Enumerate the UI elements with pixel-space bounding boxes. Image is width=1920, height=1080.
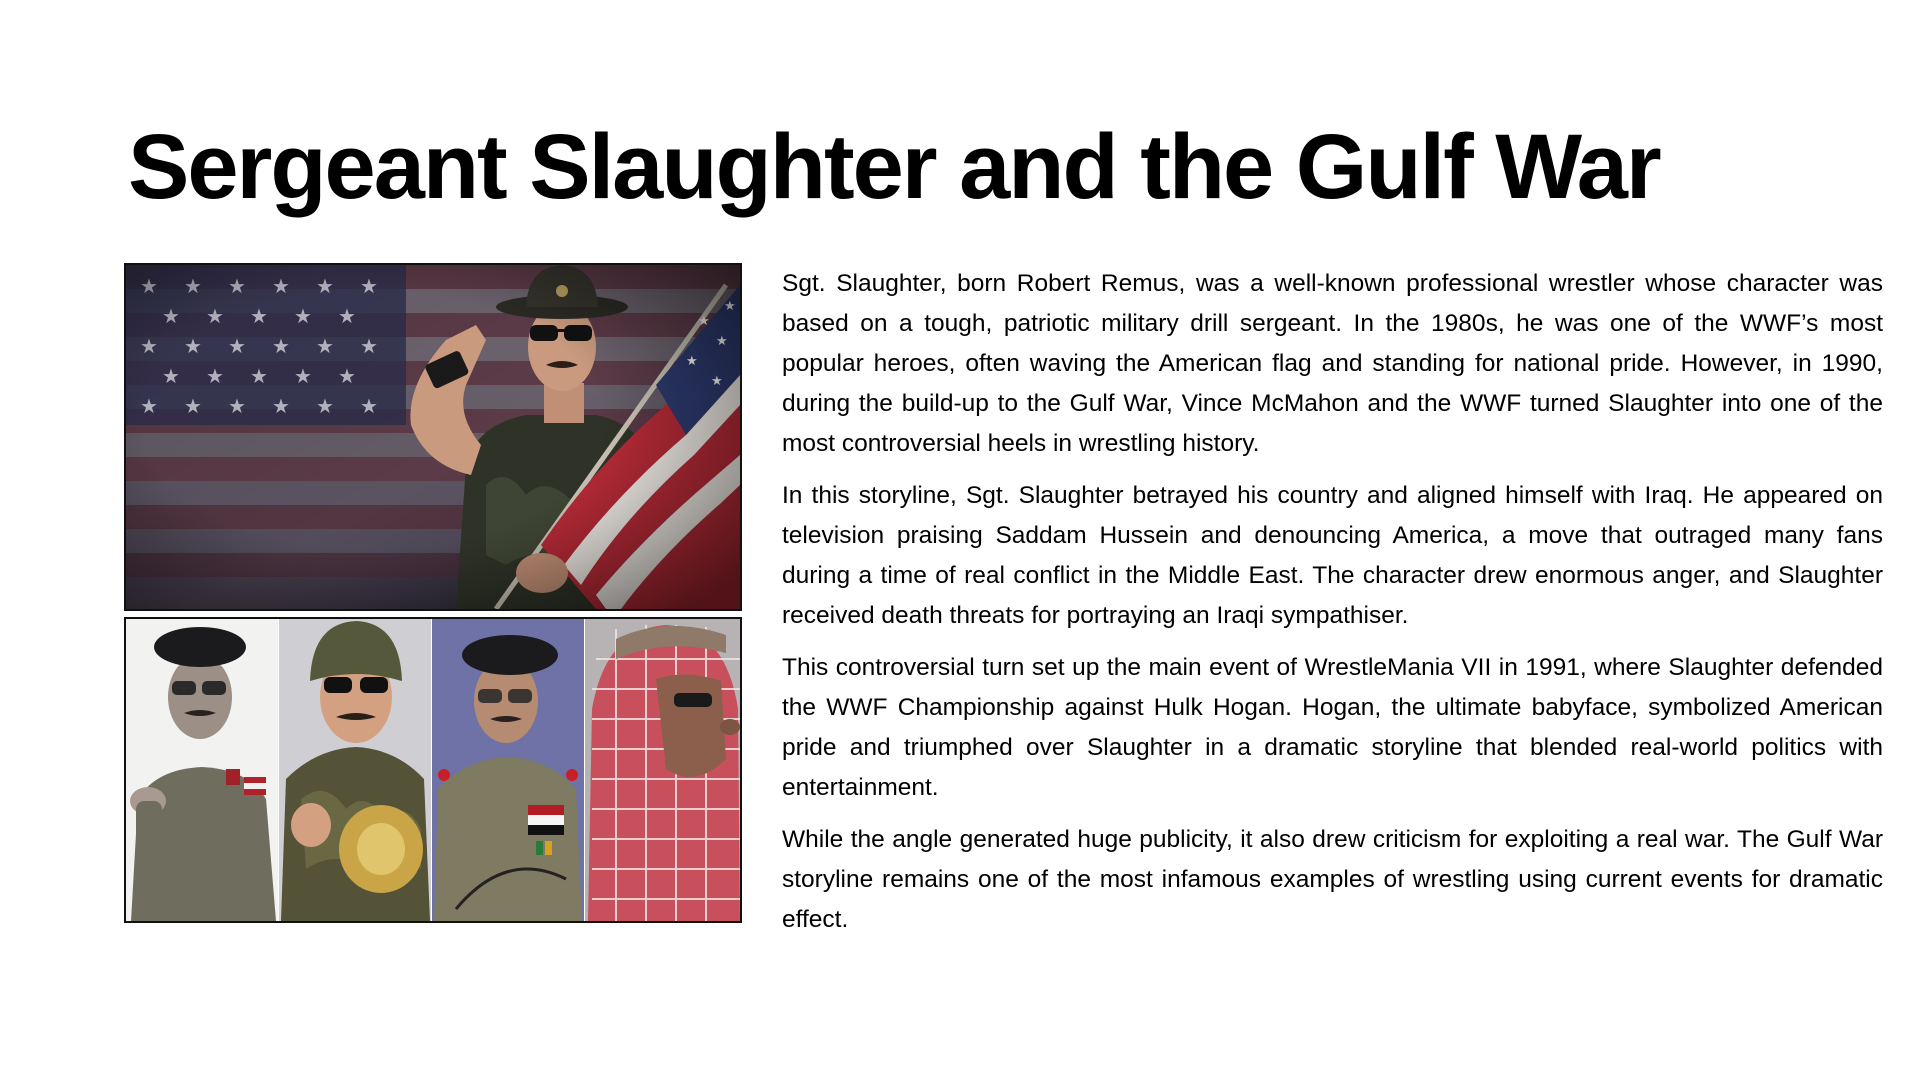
paragraph-storyline: In this storyline, Sgt. Slaughter betrayed his country and aligned himself with Iraq. He appeared on television praising Saddam Hussein and denouncing America, a move that outraged many fans during a time of real conflict in the Middle East. The character drew enormous anger, and Slaughter received death threats for portraying an Iraqi sympathiser. [782, 482, 1883, 629]
paragraph-wrestlemania: This controversial turn set up the main event of WrestleMania VII in 1991, where Slaughter defended the WWF Championship against Hulk Hogan. Hogan, the ultimate babyface, symbolized American pride and triumphed over Slaughter in a dramatic storyline that blended real-world politics with entertainment. [782, 654, 1883, 801]
panel-helmet-belt [279, 619, 431, 921]
photo-montage [124, 617, 742, 923]
paragraph-legacy: While the angle generated huge publicity, it also drew criticism for exploiting a real war. The Gulf War storyline remains one of the most infamous examples of wrestling using current events for dramatic effect. [782, 826, 1883, 933]
panel-beret-pointing [126, 619, 278, 921]
body-text [782, 264, 1883, 952]
panel-beret-flag-patch [432, 619, 584, 921]
paragraph-intro: Sgt. Slaughter, born Robert Remus, was a well-known professional wrestler whose character was based on a tough, patriotic military drill sergeant. In the 1980s, he was one of the WWF’s most popular heroes, often waving the American flag and standing for national pride. However, in 1990, during the build-up to the Gulf War, Vince McMahon and the WWF turned Slaughter into one of the most controversial heels in wrestling history. [782, 270, 1883, 457]
slide-title: Sergeant Slaughter and the Gulf War [128, 116, 1660, 218]
panel-keffiyeh [585, 619, 740, 921]
photo-salute-flag [124, 263, 742, 611]
